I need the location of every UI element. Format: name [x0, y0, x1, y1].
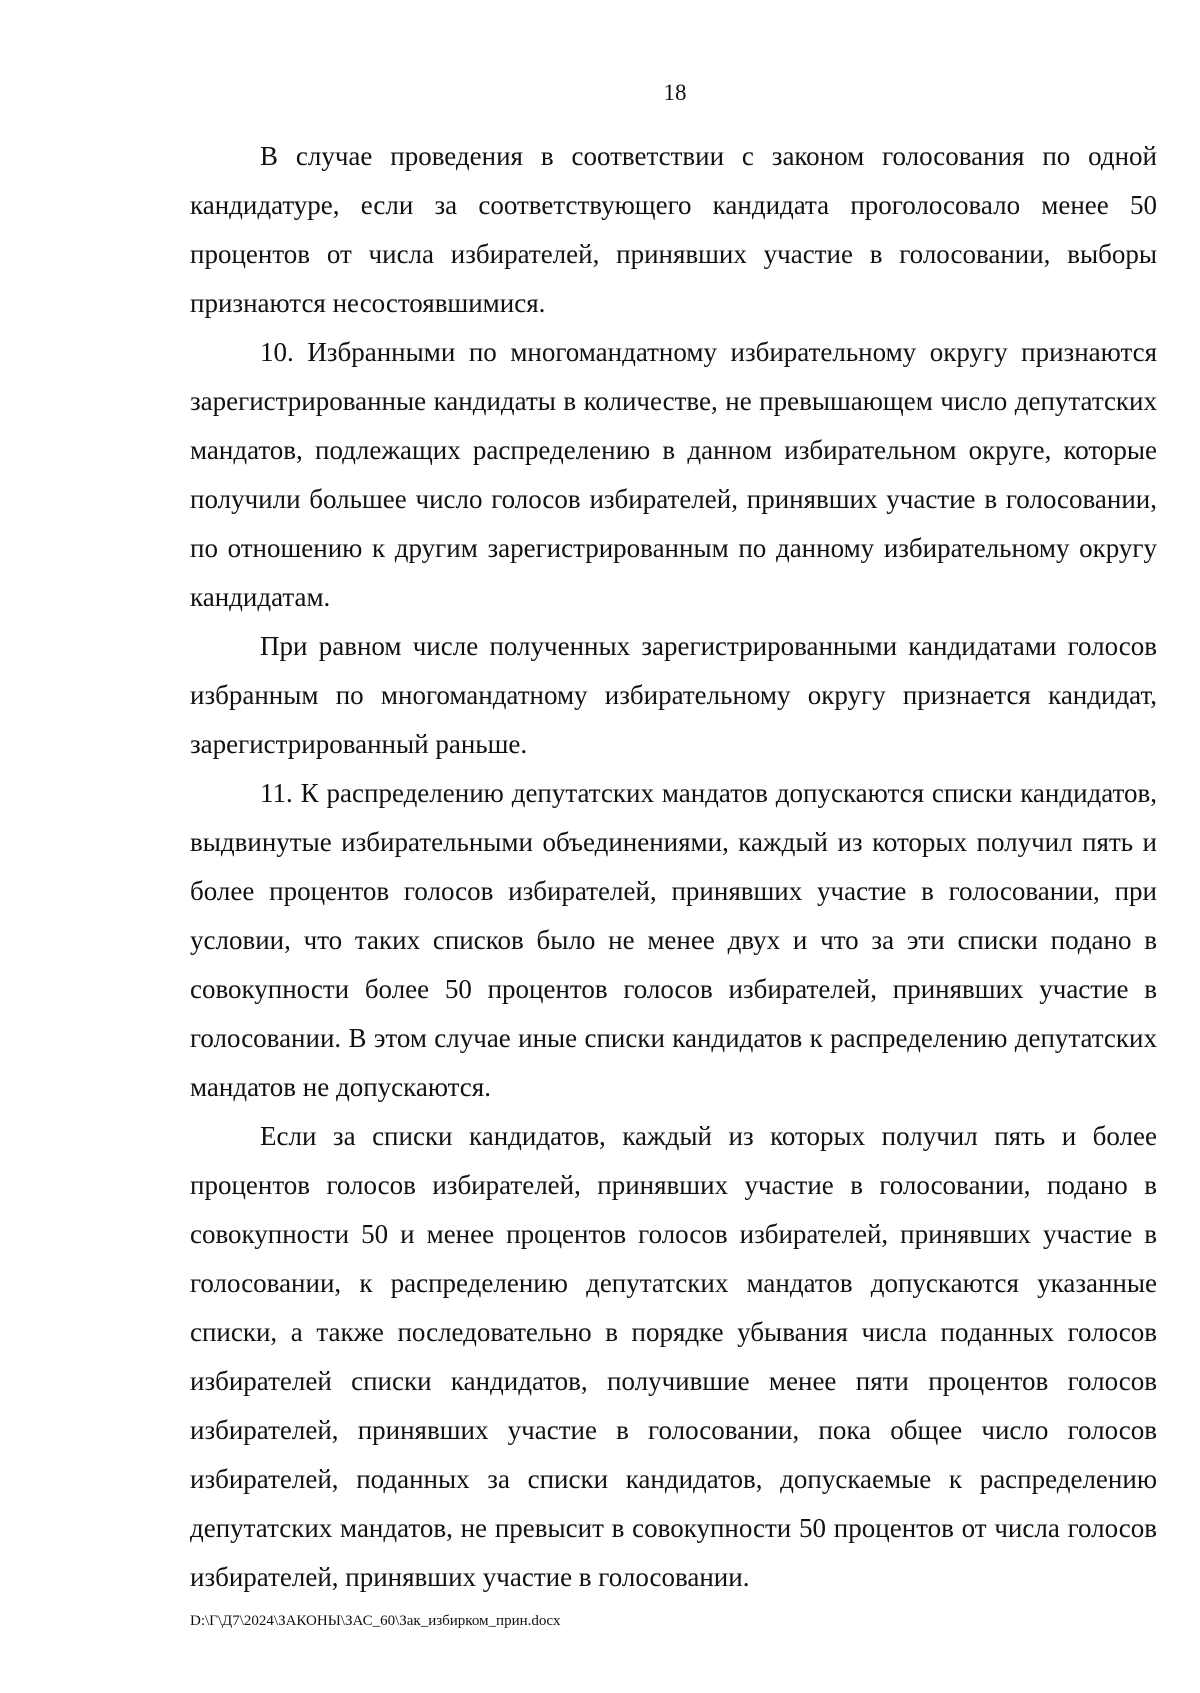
paragraph-single-candidate-voting: В случае проведения в соответствии с законом голосования по одной кандидатуре, если за соответствующего кандидата проголосовало менее 50 процентов от числа избирателей, принявших участие в голосовании, выборы признаются несостоявшимися. — [190, 141, 1157, 318]
paragraph-item-11: 11. К распределению депутатских мандатов допускаются списки кандидатов, выдвинутые избирательными объединениями, каждый из которых получил пять и более процентов голосов избирателей, принявших участие в голосовании, при условии, что таких списков было не менее двух и что за эти списки подано в совокупности более 50 процентов голосов избирателей, принявших участие в голосовании. В этом случае иные списки кандидатов к распределению депутатских мандатов не допускаются. — [190, 778, 1157, 1102]
paragraph-equal-votes: При равном числе полученных зарегистрированными кандидатами голосов избранным по многомандатному избирательному округу признается кандидат, зарегистрированный раньше. — [190, 631, 1157, 759]
paragraph-item-10: 10. Избранными по многомандатному избирательному округу признаются зарегистрированные кандидаты в количестве, не превышающем число депутатских мандатов, подлежащих распределению в данном избирательном округе, которые получили большее число голосов избирателей, принявших участие в голосовании, по отношению к другим зарегистрированным по данному избирательному округу кандидатам. — [190, 337, 1157, 612]
page-number: 18 — [663, 80, 687, 105]
footer-file-path: D:\Г\Д7\2024\ЗАКОНЫ\ЗАС_60\Зак_избирком_прин.docx — [190, 1613, 561, 1629]
paragraph-lists-under-50-percent: Если за списки кандидатов, каждый из которых получил пять и более процентов голосов избирателей, принявших участие в голосовании, подано в совокупности 50 и менее процентов голосов избирателей, принявших участие в голосовании, к распределению депутатских мандатов допускаются указанные списки, а также последовательно в порядке убывания числа поданных голосов избирателей списки кандидатов, получившие менее пяти процентов голосов избирателей, принявших участие в голосовании, пока общее число голосов избирателей, поданных за списки кандидатов, допускаемые к распределению депутатских мандатов, не превысит в совокупности 50 процентов от числа голосов избирателей, принявших участие в голосовании. — [190, 1121, 1157, 1592]
document-body — [190, 132, 1157, 1602]
